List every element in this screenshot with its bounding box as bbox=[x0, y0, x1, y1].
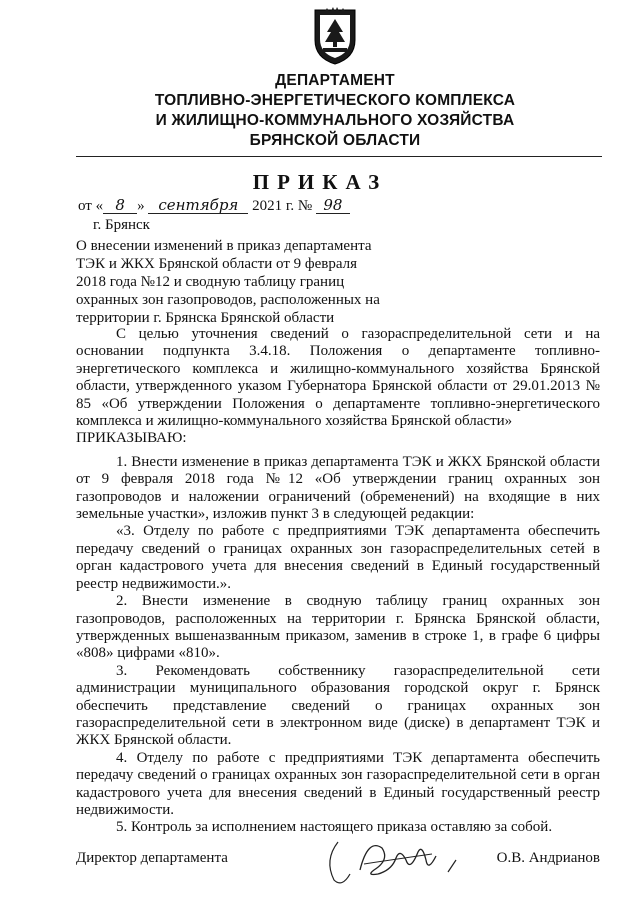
subject-line: охранных зон газопроводов, расположенных на bbox=[76, 292, 380, 308]
header-line: И ЖИЛИЩНО-КОММУНАЛЬНОГО ХОЗЯЙСТВА bbox=[155, 112, 515, 129]
coat-of-arms-icon bbox=[312, 6, 358, 66]
subject-line: территории г. Брянска Брянской области bbox=[76, 310, 335, 326]
subject-line: ТЭК и ЖКХ Брянской области от 9 февраля bbox=[76, 256, 358, 272]
handwritten-signature bbox=[320, 830, 470, 890]
date-day: 8 bbox=[103, 198, 137, 214]
order-subject bbox=[76, 237, 390, 327]
header-divider bbox=[76, 156, 602, 157]
subject-line: 2018 года №12 и сводную таблицу границ bbox=[76, 274, 345, 290]
preamble: С целью уточнения сведений о газораспределительной сети и на основании подпункта 3.4.18. Положения о департаменте топливно-энергетического комплекса и жилищно-коммунального хозяйства Брянской области, утвержденного указом Губернатора Брянской области от 29.01.2013 № 85 «Об утверждении Положения о департаменте топливно-энергетического комплекса и жилищно-коммунального хозяйства Брянской области» bbox=[76, 326, 600, 430]
subject-line: О внесении изменений в приказ департамента bbox=[76, 238, 372, 254]
date-line bbox=[78, 198, 350, 215]
order-word: ПРИКАЗЫВАЮ: bbox=[76, 430, 187, 447]
item-4: 4. Отделу по работе с предприятиями ТЭК департамента обеспечить передачу сведений о границах охранных зон газораспределительной сети в орган кадастрового учета для внесения сведений в Единый государственный реестр недвижимости. bbox=[76, 749, 600, 818]
city: г. Брянск bbox=[93, 217, 150, 233]
date-mid: » bbox=[137, 198, 145, 214]
date-month: сентября bbox=[148, 198, 248, 214]
header-line: ДЕПАРТАМЕНТ bbox=[275, 72, 395, 89]
item-2: 2. Внести изменение в сводную таблицу границ охранных зон газопроводов, расположенных на территории г. Брянска Брянской области, утвержденных вышеназванным приказом, заменив в строке 1, в графе 6 цифры «808» цифрами «810». bbox=[76, 593, 600, 662]
date-prefix: от « bbox=[78, 198, 104, 214]
item-3: 3. Рекомендовать собственнику газораспределительной сети администрации муниципального образования городской округ г. Брянск обеспечить представление сведений о границах охранных зон газораспределительной сети в электронном виде (диске) в департамент ТЭК и ЖКХ Брянской области. bbox=[76, 662, 600, 749]
order-number: 98 bbox=[316, 198, 350, 214]
department-header bbox=[120, 71, 550, 151]
header-line: БРЯНСКОЙ ОБЛАСТИ bbox=[249, 132, 421, 149]
order-body bbox=[76, 326, 600, 837]
item-1-quote: «3. Отделу по работе с предприятиями ТЭК департамента обеспечить передачу сведений о границах охранных зон газораспределительных сетей в орган кадастрового учета для внесения сведений в Единый государственный реестр недвижимости.». bbox=[76, 523, 600, 592]
header-line: ТОПЛИВНО-ЭНЕРГЕТИЧЕСКОГО КОМПЛЕКСА bbox=[154, 92, 516, 109]
item-5: 5. Контроль за исполнением настоящего приказа оставляю за собой. bbox=[116, 819, 553, 836]
date-year: 2021 г. bbox=[252, 198, 295, 214]
number-label: № bbox=[297, 198, 313, 214]
signatory-name: О.В. Андрианов bbox=[496, 850, 600, 866]
signatory-position: Директор департамента bbox=[76, 850, 228, 866]
document-title: ПРИКАЗ bbox=[252, 170, 388, 194]
item-1: 1. Внести изменение в приказ департамента ТЭК и ЖКХ Брянской области от 9 февраля 2018 года №12 «Об утверждении границ охранных зон газопроводов и наложении ограничений (обременений) на входящие в них земельные участки», изложив пункт 3 в следующей редакции: bbox=[76, 453, 600, 523]
